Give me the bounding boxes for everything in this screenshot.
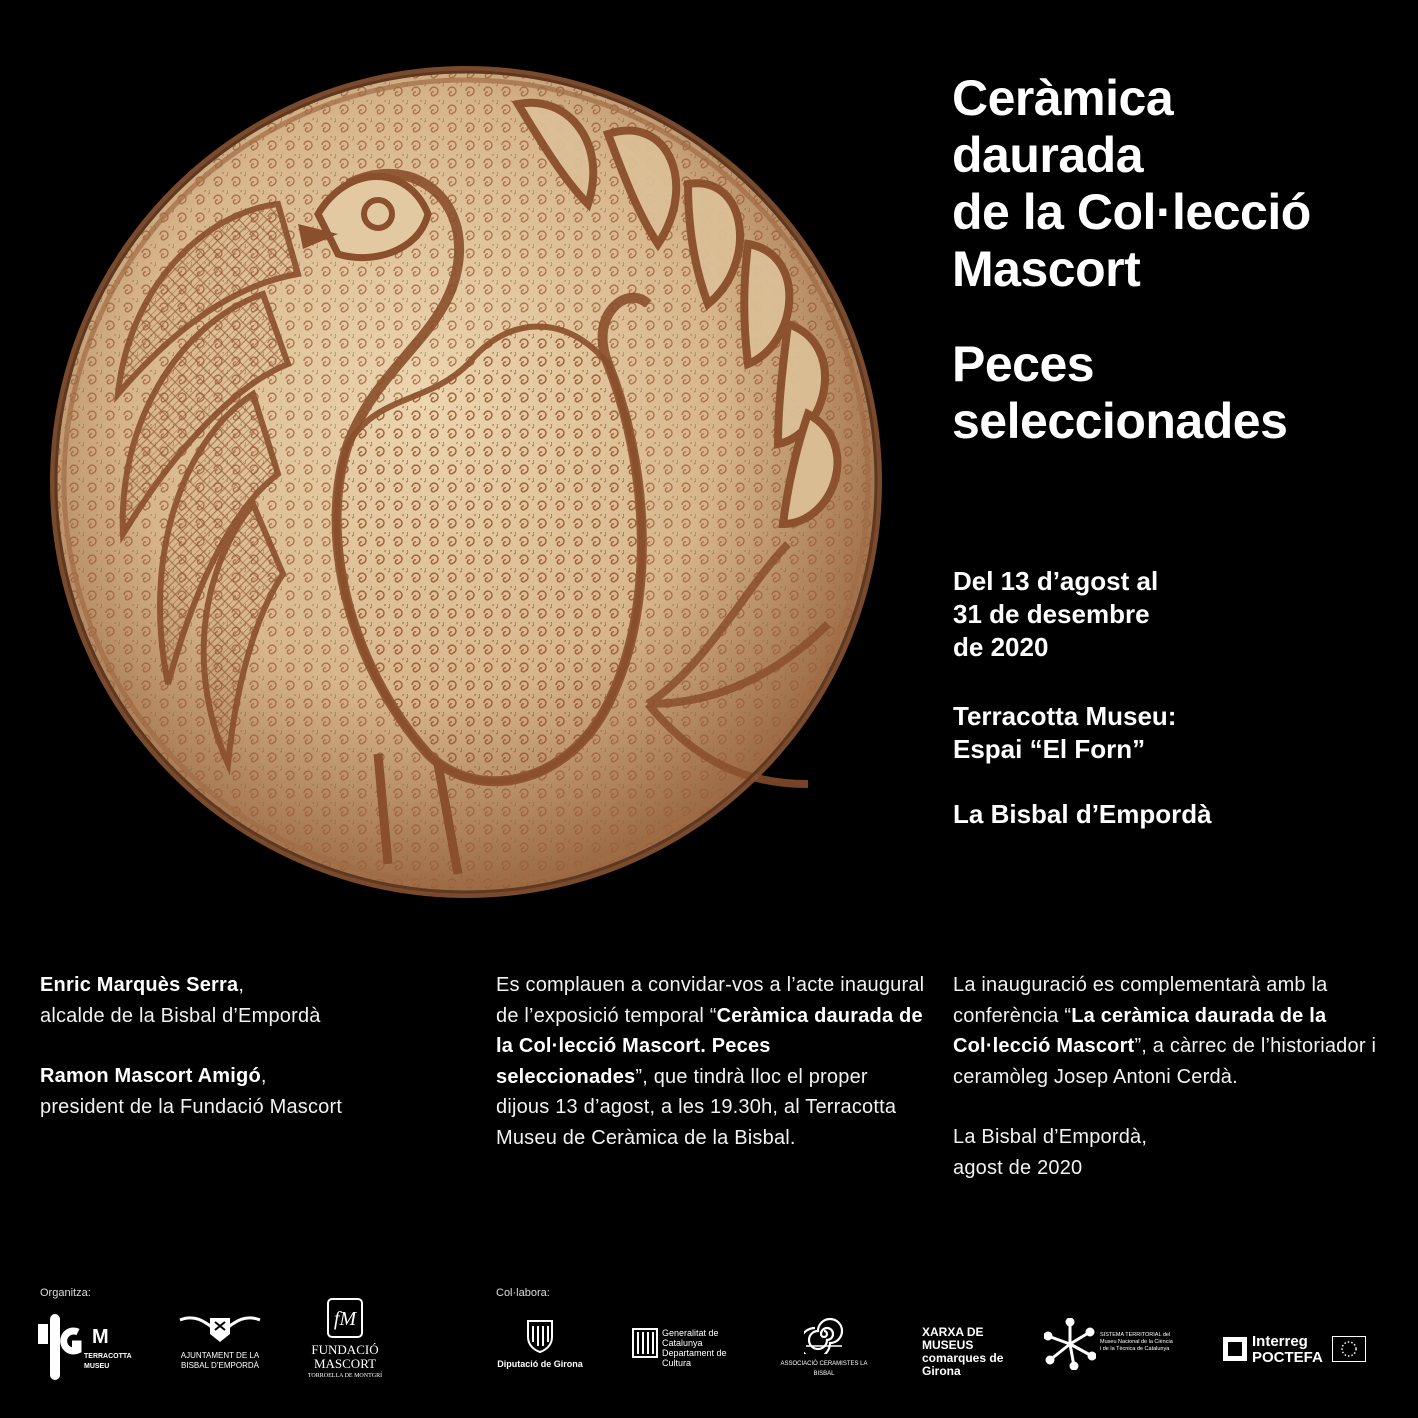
host2-role: president de la Fundació Mascort [40,1095,343,1118]
fundacio-mascort-logo [300,1298,390,1380]
ajuntament-logo-text: AJUNTAMENT DE LA BISBAL D’EMPORDÀ [180,1351,260,1370]
title-line: Mascort [952,241,1141,297]
exhibition-title [952,70,1392,298]
title-line: daurada [952,127,1144,183]
invitation-exhibit-title: Ceràmica daurada de la Col·lecció Mascort. Peces seleccionades [496,1004,923,1088]
interreg-logo [1222,1334,1366,1364]
sistema-logo-text: SISTEMA TERRITORIAL del Museu Nacional de la Ciència i de la Tècnica de Catalunya [1100,1332,1173,1352]
sistema-territorial-logo [1044,1318,1174,1374]
talk-title: La ceràmica daurada de la Col·lecció Mascort [953,1004,1327,1057]
eu-flag-icon [1332,1336,1366,1362]
m-letter-icon: M [92,1326,109,1348]
exhibition-subtitle [952,336,1392,450]
invitation-column [496,970,926,1153]
exhibition-venue [953,700,1383,766]
complement-column [953,970,1383,1183]
invitation-text [496,970,926,1153]
diputacio-girona-logo [494,1318,586,1374]
generalitat-logo [632,1328,732,1368]
ajuntament-crest-icon [175,1312,265,1346]
signature-date: agost de 2020 [953,1156,1083,1179]
svg-text:fM: fM [333,1308,357,1330]
ajuntament-logo [170,1312,270,1372]
invitation-intro: Es complauen a convidar-vos a l’acte inaugural de l’exposició temporal “ [496,974,925,1027]
spiral-icon [804,1314,844,1354]
subtitle-line: seleccionades [952,393,1288,449]
title-line: de la Col·lecció [952,184,1311,240]
complement-rest: ”, a càrrec de l’historiador i ceramòleg Josep Antoni Cerdà. [953,1035,1377,1088]
terracotta-logo-text: TERRACOTTA MUSEU [84,1353,132,1370]
hosts-column [40,970,460,1122]
venue-line: Espai “El Forn” [953,734,1146,764]
mascort-logo-text: FUNDACIÓ MASCORT [311,1342,379,1371]
fm-monogram-icon [327,1298,363,1338]
dates-line: de 2020 [953,632,1049,662]
xarxa-museus-logo [922,1325,1026,1378]
exhibition-dates [953,565,1383,664]
host-2: Ramon Mascort Amigó, [40,1065,267,1087]
host1-name: Enric Marquès Serra [40,974,239,996]
xarxa-logo-text: XARXA DE MUSEUS comarques de Girona [922,1325,1004,1378]
exhibition-town [953,798,1383,831]
host2-name: Ramon Mascort Amigó [40,1065,261,1087]
host-1: Enric Marquès Serra, [40,974,245,996]
diputacio-logo-text: Diputació de Girona [497,1359,583,1369]
signature-place: La Bisbal d’Empordà, [953,1126,1148,1148]
organizes-label: Organitza: [40,1287,91,1299]
network-star-icon [1044,1318,1096,1370]
dates-line: 31 de desembre [953,599,1150,629]
subtitle-line: Peces [952,336,1095,392]
collaborates-label: Col·labora: [496,1287,550,1299]
town-line: La Bisbal d’Empordà [953,799,1212,829]
lustreware-plate-image [48,64,884,900]
venue-line: Terracotta Museu: [953,701,1177,731]
dates-line: Del 13 d’agost al [953,566,1159,596]
terracotta-museu-logo [38,1312,138,1382]
title-line: Ceràmica [952,70,1174,126]
diputacio-shield-icon [525,1318,555,1354]
complement-text [953,970,1383,1092]
mascort-logo-subtext: TORROELLA DE MONTGRÍ [307,1373,383,1379]
host1-role: alcalde de la Bisbal d’Empordà [40,1004,321,1027]
generalitat-flag-icon [632,1328,658,1358]
complement-intro: La inauguració es complementarà amb la conferència “ [953,974,1328,1027]
associacio-ceramistes-logo [772,1314,876,1377]
generalitat-logo-text: Generalitat de Catalunya Departament de Cultura [662,1328,727,1368]
associacio-logo-text: ASSOCIACIÓ CERAMISTES LA BISBAL [780,1361,868,1377]
invitation-rest: ”, que tindrà lloc el proper dijous 13 d’agost, a les 19.30h, al Terracotta Museu de Ceràmica de la Bisbal. [496,1065,897,1149]
interreg-logo-text: Interreg POCTEFA [1252,1333,1323,1366]
interreg-mark-icon [1222,1336,1248,1362]
